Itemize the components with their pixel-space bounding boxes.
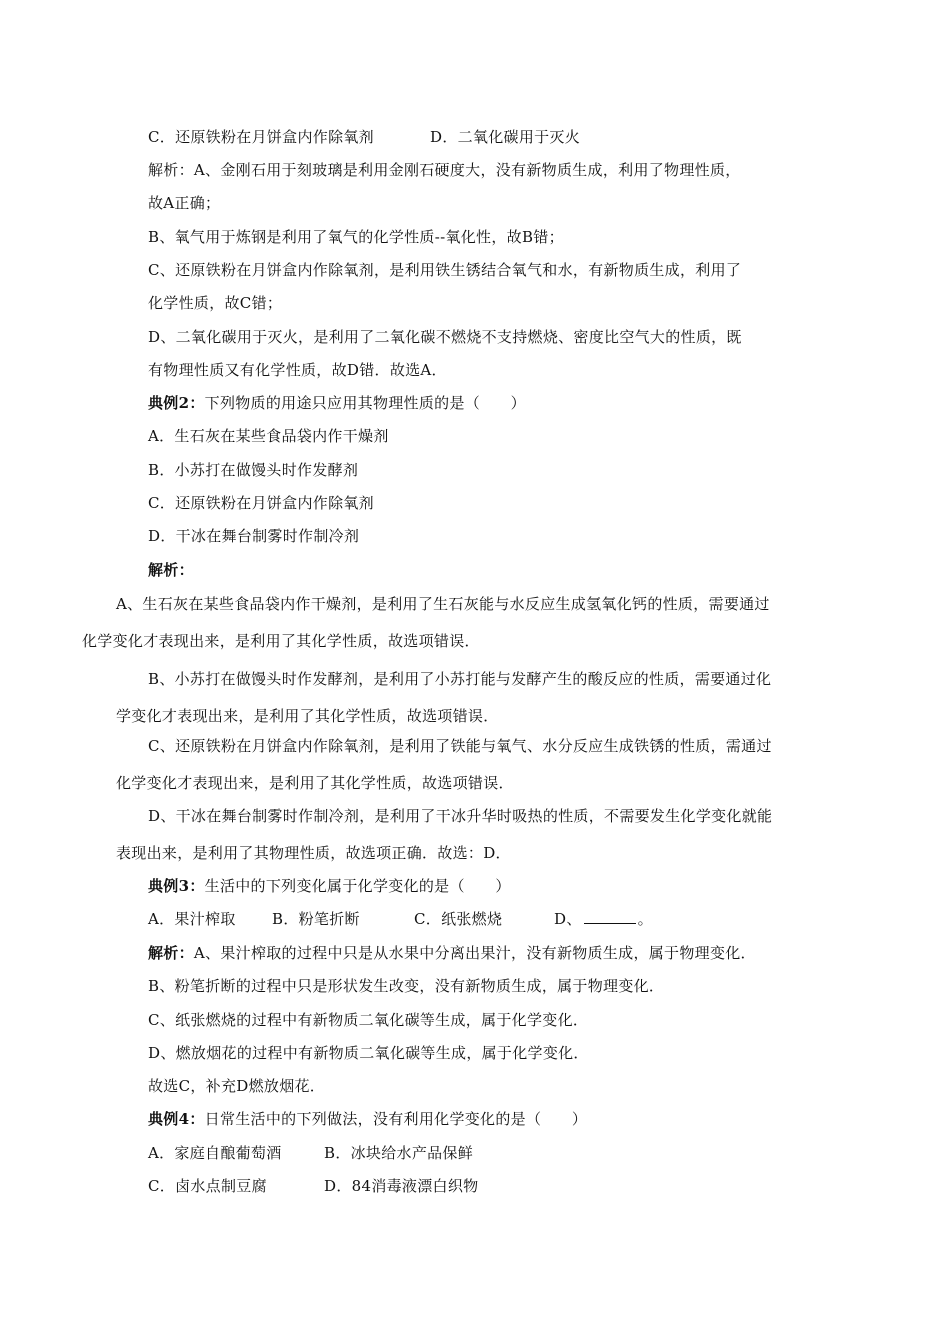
q3-option-a: A．果汁榨取 [148,910,236,928]
a3-line-3: C、纸张燃烧的过程中有新物质二氧化碳等生成，属于化学变化． [148,1011,589,1029]
q1-option-d: D．二氧化碳用于灭火 [430,128,581,146]
q4-label: 典例4： [148,1110,205,1128]
a1-text-1: A、金刚石用于刻玻璃是利用金刚石硬度大，没有新物质生成，利用了物理性质， [193,161,741,179]
q4-options-row-1 [148,1143,473,1163]
q3-option-b: B．粉笔折断 [272,910,360,928]
a1-line-3: B、氧气用于炼钢是利用了氧气的化学性质--氧化性，故B错； [148,228,564,246]
q4-stem: 日常生活中的下列做法，没有利用化学变化的是（ ） [204,1110,588,1128]
a2-line-6: 化学变化才表现出来，是利用了其化学性质，故选项错误． [116,774,514,792]
a1-line-7: 有物理性质又有化学性质，故D错．故选A． [148,361,447,379]
q2-option-a: A．生石灰在某些食品袋内作干燥剂 [148,427,389,445]
q3-answer-blank [584,909,636,924]
q3-options-row [148,909,653,929]
a1-line-2: 故A正确； [148,194,221,212]
a1-line-4: C、还原铁粉在月饼盒内作除氧剂，是利用铁生锈结合氧气和水，有新物质生成，利用了 [148,261,742,279]
q3-option-d-suffix: 。 [637,910,653,928]
q4-stem-line [148,1109,587,1129]
a3-line-4: D、燃放烟花的过程中有新物质二氧化碳等生成，属于化学变化． [148,1044,589,1062]
a2-line-1: A、生石灰在某些食品袋内作干燥剂，是利用了生石灰能与水反应生成氢氧化钙的性质，需要通过 [116,595,770,613]
a1-line-1 [148,160,741,180]
q2-stem: 下列物质的用途只应用其物理性质的是（ ） [204,394,526,412]
a3-text-1: A、果汁榨取的过程中只是从水果中分离出果汁，没有新物质生成，属于物理变化． [193,944,756,962]
a2-line-3: B、小苏打在做馒头时作发酵剂，是利用了小苏打能与发酵产生的酸反应的性质，需要通过化 [148,670,772,688]
a1-label: 解析： [148,161,194,179]
q3-stem-line [148,876,511,896]
a3-line-2: B、粉笔折断的过程中只是形状发生改变，没有新物质生成，属于物理变化． [148,977,665,995]
q4-option-c: C．卤水点制豆腐 [148,1177,267,1195]
q2-option-c: C．还原铁粉在月饼盒内作除氧剂 [148,494,374,512]
a3-label: 解析： [148,944,194,962]
a3-line-1 [148,943,756,963]
a2-line-5: C、还原铁粉在月饼盒内作除氧剂，是利用了铁能与氧气、水分反应生成铁锈的性质，需通过 [148,737,772,755]
q3-option-d [554,909,653,929]
q1-options-row [148,127,580,147]
q3-option-d-prefix: D、 [554,910,582,928]
a1-line-6: D、二氧化碳用于灭火，是利用了二氧化碳不燃烧不支持燃烧、密度比空气大的性质，既 [148,328,742,346]
q2-option-d: D．干冰在舞台制雾时作制冷剂 [148,527,360,545]
a2-line-2: 化学变化才表现出来，是利用了其化学性质，故选项错误． [82,632,480,650]
q4-option-b: B．冰块给水产品保鲜 [324,1144,474,1162]
q3-stem: 生活中的下列变化属于化学变化的是（ ） [204,877,511,895]
q4-option-a: A．家庭自酿葡萄酒 [148,1144,282,1162]
q2-option-b: B．小苏打在做馒头时作发酵剂 [148,461,359,479]
a2-line-7: D、干冰在舞台制雾时作制冷剂，是利用了干冰升华时吸热的性质，不需要发生化学变化就能 [148,807,773,825]
a1-line-5: 化学性质，故C错； [148,294,283,312]
q4-option-d: D．84消毒液漂白织物 [324,1177,479,1195]
q1-option-c: C．还原铁粉在月饼盒内作除氧剂 [148,128,374,146]
q3-option-c: C．纸张燃烧 [414,910,503,928]
q3-label: 典例3： [148,877,205,895]
a2-line-8: 表现出来，是利用了其物理性质，故选项正确．故选：D． [116,844,511,862]
a2-label: 解析： [148,561,194,579]
q2-label: 典例2： [148,394,205,412]
a2-line-4: 学变化才表现出来，是利用了其化学性质，故选项错误． [116,707,499,725]
a3-line-5: 故选C，补充D燃放烟花． [148,1077,326,1095]
q2-stem-line [148,393,526,413]
q4-options-row-2 [148,1176,478,1196]
